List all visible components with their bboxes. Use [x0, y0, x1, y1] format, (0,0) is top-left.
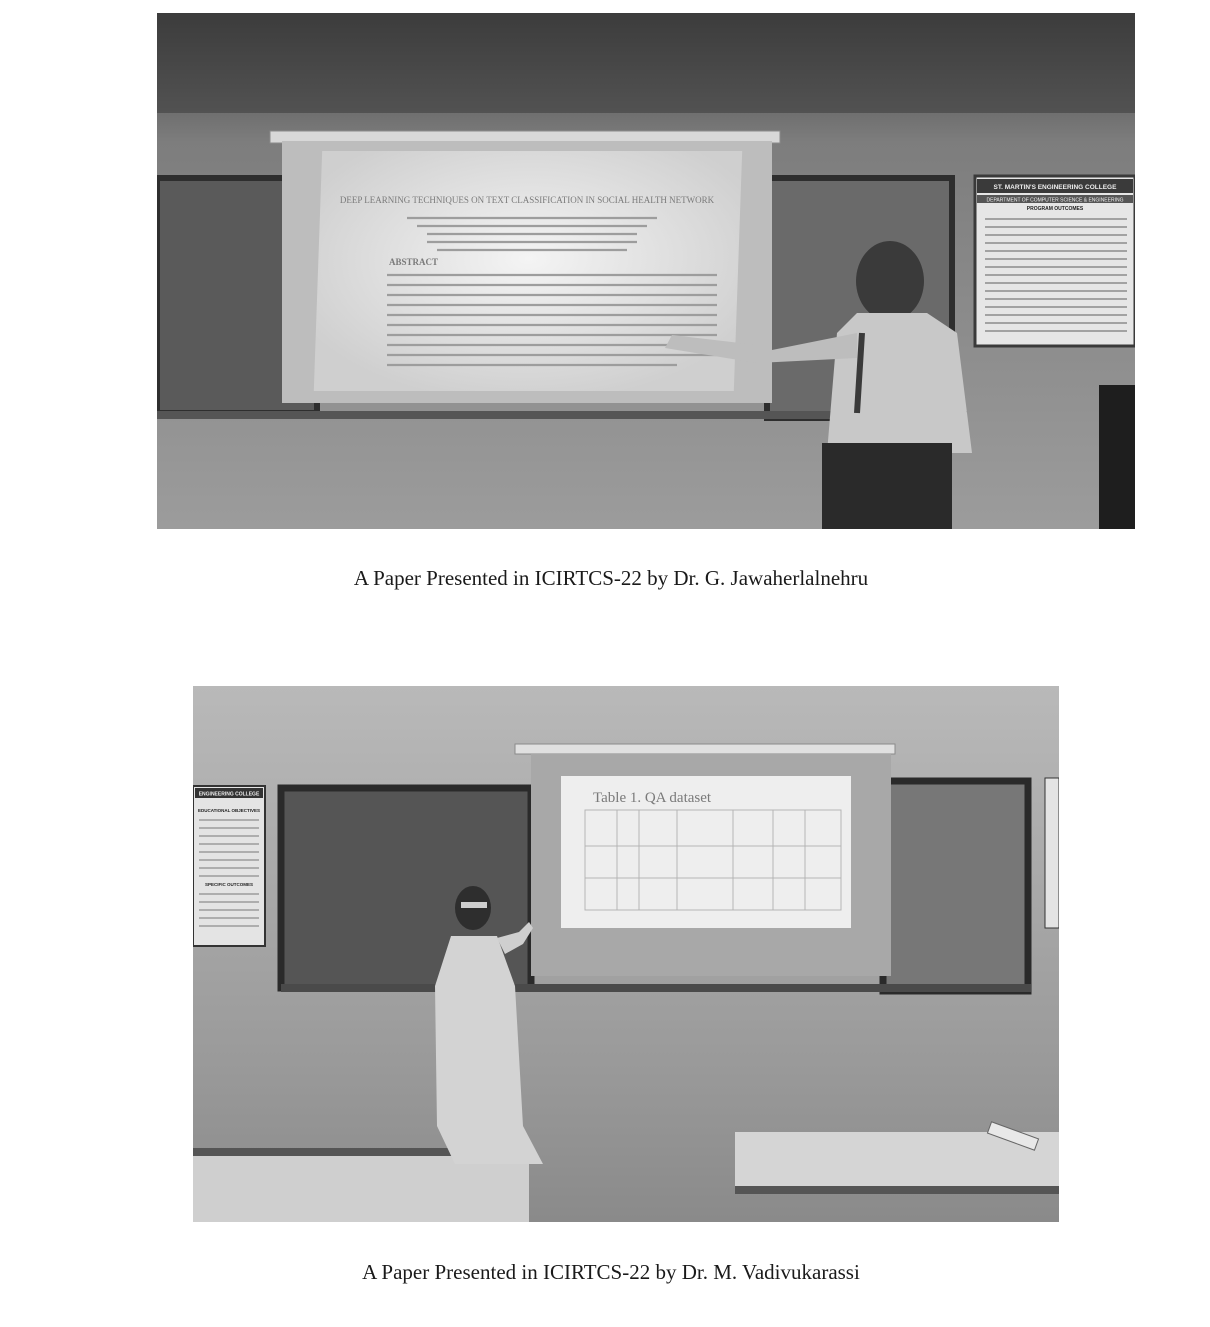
slide-heading: ABSTRACT: [389, 257, 439, 267]
desk-left: [193, 1154, 529, 1222]
screen-housing: [515, 744, 895, 754]
poster-section-2: SPECIFIC OUTCOMES: [204, 882, 254, 887]
poster-subtitle: DEPARTMENT OF COMPUTER SCIENCE & ENGINEERING: [986, 197, 1124, 204]
presentation-photo-1: [157, 13, 1135, 529]
presentation-photo-2: [193, 686, 1059, 1222]
figure-caption-1: A Paper Presented in ICIRTCS-22 by Dr. G. Jawaherlalnehru: [353, 566, 869, 590]
photo-1-scene: [157, 13, 1135, 529]
poster-title: ENGINEERING COLLEGE: [198, 791, 260, 798]
poster-section: PROGRAM OUTCOMES: [1026, 206, 1084, 212]
slide-title: Table 1. QA dataset: [593, 790, 712, 806]
poster-section: EDUCATIONAL OBJECTIVES: [197, 808, 261, 813]
chalkboard-right: [883, 781, 1028, 991]
poster-title: ST. MARTIN'S ENGINEERING COLLEGE: [993, 184, 1117, 191]
slide-title: DEEP LEARNING TECHNIQUES ON TEXT CLASSIFICATION IN SOCIAL HEALTH NETWORK: [339, 195, 715, 205]
photo-2-scene: [193, 686, 1059, 1222]
figure-caption-2: A Paper Presented in ICIRTCS-22 by Dr. M. Vadivukarassi: [362, 1260, 860, 1284]
